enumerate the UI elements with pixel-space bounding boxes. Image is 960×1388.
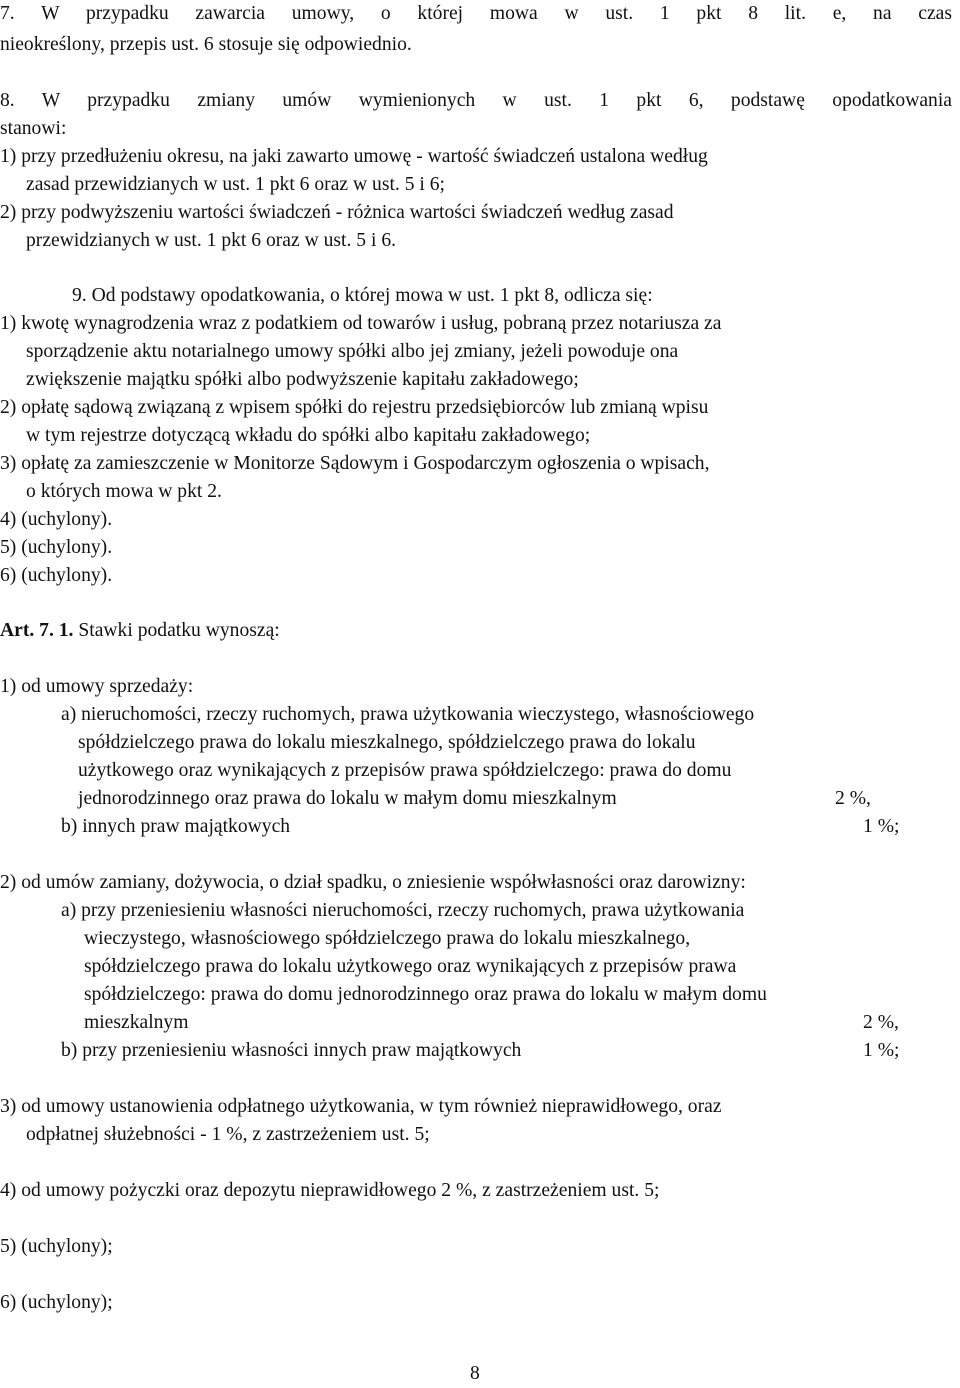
art7-item-1a-rate: 2 %, [835,788,871,809]
art7-item-2a-line-5: mieszkalnym [84,1012,189,1033]
para-9-item-3-line-1: 3) opłatę za zamieszczenie w Monitorze Sądowym i Gospodarczym ogłoszenia o wpisach, [0,453,710,474]
art7-item-2b: b) przy przeniesieniu własności innych praw majątkowych [61,1040,522,1061]
article-7-text: Stawki podatku wynoszą: [73,620,280,641]
para-8-item-2-line-2: przewidzianych w ust. 1 pkt 6 oraz w ust. 5 i 6. [26,230,397,251]
art7-item-2-head: 2) od umów zamiany, dożywocia, o dział spadku, o zniesienie współwłasności oraz darowizny: [0,872,746,893]
art7-item-1b-rate: 1 %; [863,816,900,837]
art7-item-4: 4) od umowy pożyczki oraz depozytu nieprawidłowego 2 %, z zastrzeżeniem ust. 5; [0,1180,660,1201]
art7-item-3-line-1: 3) od umowy ustanowienia odpłatnego użytkowania, w tym również nieprawidłowego, oraz [0,1096,722,1117]
art7-item-1a-line-1: a) nieruchomości, rzeczy ruchomych, prawa użytkowania wieczystego, własnościowego [61,704,755,725]
para-7-line-2: nieokreślony, przepis ust. 6 stosuje się odpowiednio. [0,34,412,55]
para-9-intro: 9. Od podstawy opodatkowania, o której mowa w ust. 1 pkt 8, odlicza się: [72,285,653,306]
art7-item-2a-line-4: spółdzielczego: prawa do domu jednorodzinnego oraz prawa do lokalu w małym domu [84,984,767,1005]
para-9-item-1-line-3: zwiększenie majątku spółki albo podwyższenie kapitału zakładowego; [26,369,579,390]
article-7-heading [0,617,280,645]
para-9-item-1-line-2: sporządzenie aktu notarialnego umowy spółki albo jej zmiany, jeżeli powoduje ona [26,341,679,362]
art7-item-1a-line-3: użytkowego oraz wynikających z przepisów prawa spółdzielczego: prawa do domu [78,760,732,781]
para-9-item-6: 6) (uchylony). [0,565,113,586]
art7-item-1a-line-4: jednorodzinnego oraz prawa do lokalu w małym domu mieszkalnym [78,788,617,809]
para-9-item-4: 4) (uchylony). [0,509,113,530]
art7-item-2a-line-2: wieczystego, własnościowego spółdzielczego prawa do lokalu mieszkalnego, [84,928,691,949]
para-9-item-2-line-2: w tym rejestrze dotyczącą wkładu do spółki albo kapitału zakładowego; [26,425,591,446]
para-9-item-2-line-1: 2) opłatę sądową związaną z wpisem spółki do rejestru przedsiębiorców lub zmianą wpisu [0,397,709,418]
art7-item-5: 5) (uchylony); [0,1236,113,1257]
para-7-line-1: 7. W przypadku zawarcia umowy, o której mowa w ust. 1 pkt 8 lit. e, na czas [0,3,952,24]
para-8-intro: 8. W przypadku zmiany umów wymienionych w ust. 1 pkt 6, podstawę opodatkowania [0,90,952,111]
para-8-item-1-line-2: zasad przewidzianych w ust. 1 pkt 6 oraz w ust. 5 i 6; [26,174,445,195]
article-7-label: Art. 7. 1. [0,620,74,641]
para-8-item-1-line-1: 1) przy przedłużeniu okresu, na jaki zawarto umowę - wartość świadczeń ustalona według [0,146,708,167]
para-8-item-2-line-1: 2) przy podwyższeniu wartości świadczeń - różnica wartości świadczeń według zasad [0,202,674,223]
para-9-item-5: 5) (uchylony). [0,537,113,558]
para-8-intro-cont: stanowi: [0,118,67,139]
art7-item-2a-line-3: spółdzielczego prawa do lokalu użytkowego oraz wynikających z przepisów prawa [84,956,737,977]
para-9-item-1-line-1: 1) kwotę wynagrodzenia wraz z podatkiem od towarów i usług, pobraną przez notariusza za [0,313,722,334]
art7-item-1-head: 1) od umowy sprzedaży: [0,676,194,697]
art7-item-1b: b) innych praw majątkowych [61,816,291,837]
art7-item-6: 6) (uchylony); [0,1292,113,1313]
art7-item-2a-rate: 2 %, [863,1012,899,1033]
art7-item-1a-line-2: spółdzielczego prawa do lokalu mieszkalnego, spółdzielczego prawa do lokalu [78,732,696,753]
art7-item-3-line-2: odpłatnej służebności - 1 %, z zastrzeżeniem ust. 5; [26,1124,430,1145]
art7-item-2a-line-1: a) przy przeniesieniu własności nieruchomości, rzeczy ruchomych, prawa użytkowania [61,900,745,921]
page-number: 8 [470,1363,480,1384]
para-9-item-3-line-2: o których mowa w pkt 2. [26,481,222,502]
art7-item-2b-rate: 1 %; [863,1040,900,1061]
